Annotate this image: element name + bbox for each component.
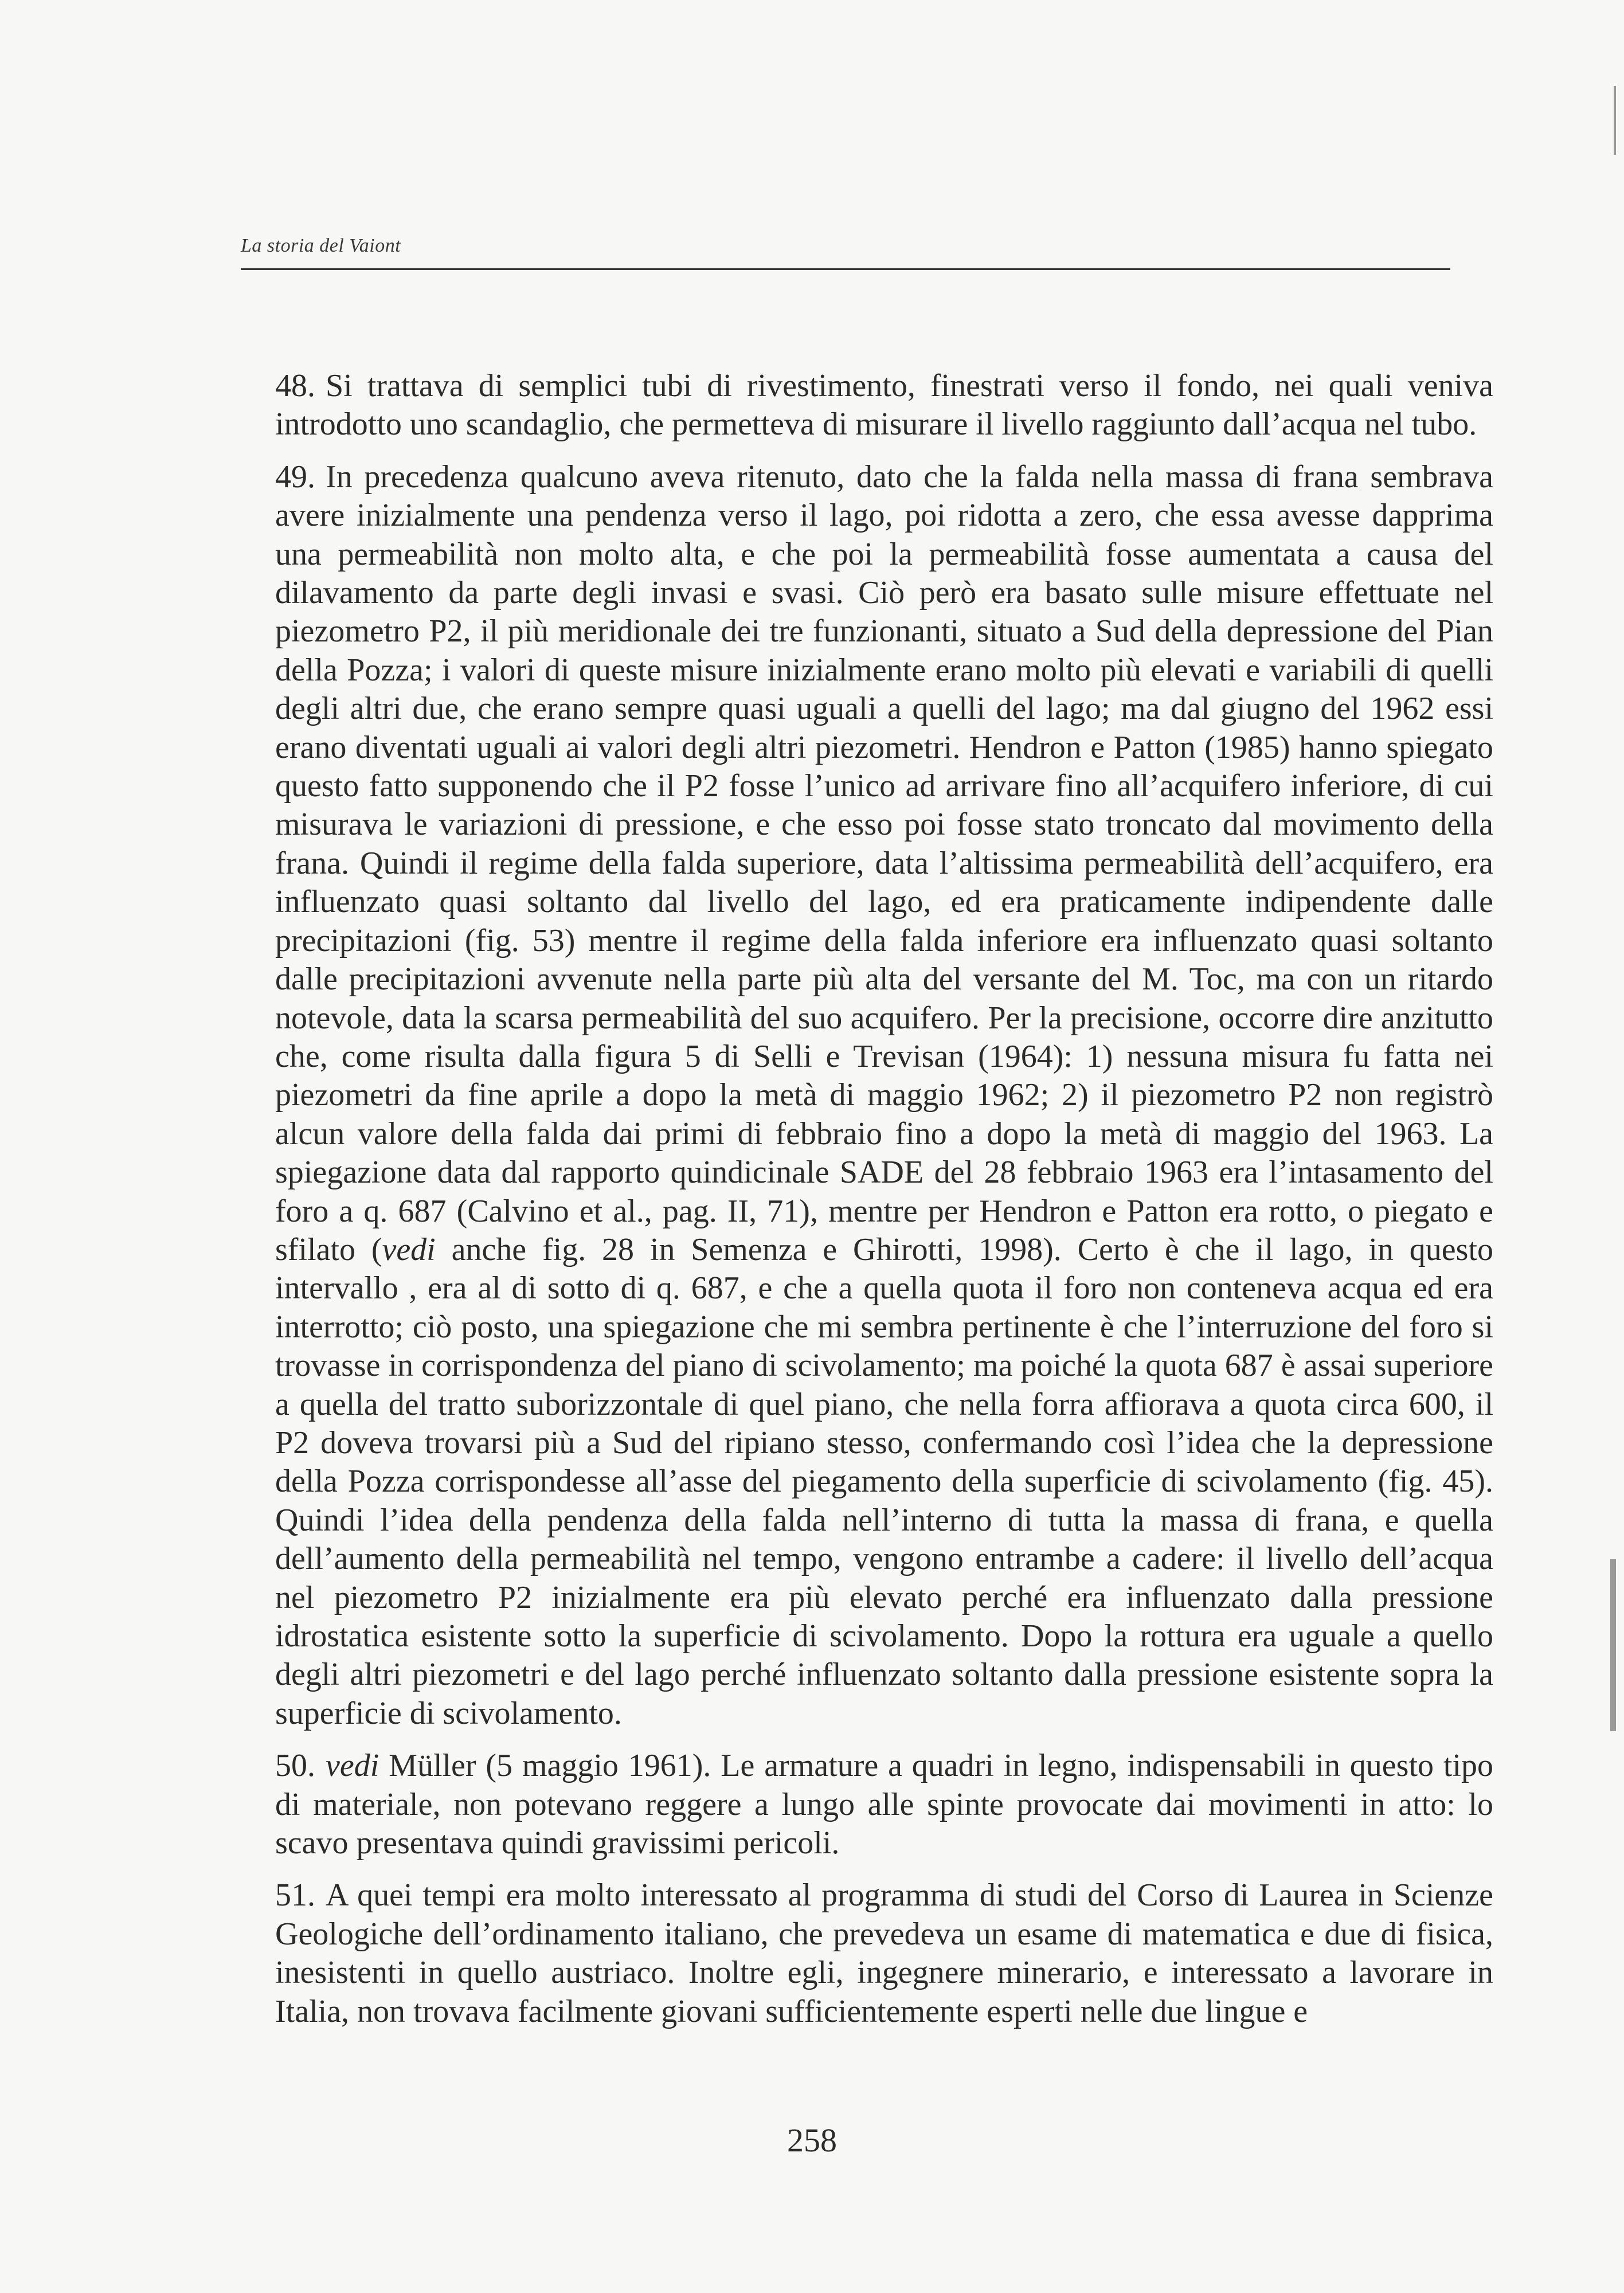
note-50 (275, 1747, 1493, 1862)
note-text: Si trattava di semplici tubi di rivestimento, finestrati verso il fondo, nei quali veniva introdotto uno scandaglio, che permetteva di misurare il livello raggiunto dall’acqua nel tubo. (275, 368, 1493, 443)
note-49 (275, 458, 1493, 1733)
note-italic-word: vedi (326, 1748, 379, 1784)
endnotes (275, 367, 1493, 2045)
scan-edge-mark (1610, 1559, 1616, 1731)
note-number: 50. (275, 1748, 315, 1784)
running-header: La storia del Vaiont (241, 235, 401, 256)
header-rule (241, 268, 1450, 270)
note-text: A quei tempi era molto interessato al programma di studi del Corso di Laurea in Scienze Geologiche dell’ordinamento italiano, che prevedeva un esame di matematica e due di fisica, inesistenti in quello austriaco. Inoltre egli, ingegnere minerario, e interessato a lavorare in Italia, non trovava facilmente giovani sufficientemente esperti nelle due lingue e (275, 1877, 1493, 2029)
note-text-continued: anche fig. 28 in Semenza e Ghirotti, 1998). Certo è che il lago, in questo intervallo , era al di sotto di q. 687, e che a quella quota il foro non conteneva acqua ed era interrotto; ciò posto, una spiegazione che mi sembra pertinente è che l’interruzione del foro si trovasse in corrispondenza del piano di scivolamento; ma poiché la quota 687 è assai superiore a quella del tratto suborizzontale di quel piano, che nella forra affiorava a quota circa 600, il P2 doveva trovarsi più a Sud del ripiano stesso, confermando così l’idea che la depressione della Pozza corrispondesse all’asse del piegamento della superficie di scivolamento (fig. 45). Quindi l’idea della pendenza della falda nell’interno di tutta la massa di frana, e quella dell’aumento della permeabilità nel tempo, vengono entrambe a cadere: il livello dell’acqua nel piezometro P2 inizialmente era più elevato perché era influenzato dalla pressione idrostatica esistente sotto la superficie di scivolamento. Dopo la rottura era uguale a quello degli altri piezometri e del lago perché influenzato soltanto dalla pressione esistente sopra la superficie di scivolamento. (275, 1231, 1493, 1731)
note-italic-word: vedi (382, 1231, 436, 1267)
note-number: 51. (275, 1877, 315, 1914)
note-number: 49. (275, 459, 315, 495)
note-51 (275, 1876, 1493, 2031)
note-number: 48. (275, 368, 315, 404)
note-text: Müller (5 maggio 1961). Le armature a quadri in legno, indispensabili in questo tipo di materiale, non potevano reggere a lungo alle spinte provocate dai movimenti in atto: lo scavo presentava quindi gravissimi pericoli. (275, 1748, 1493, 1861)
page-number: 258 (787, 2122, 837, 2159)
scan-edge-mark (1614, 86, 1616, 155)
note-48 (275, 367, 1493, 444)
note-text: In precedenza qualcuno aveva ritenuto, dato che la falda nella massa di frana sembrava avere inizialmente una pendenza verso il lago, poi ridotta a zero, che essa avesse dapprima una permeabilità non molto alta, e che poi la permeabilità fosse aumentata a causa del dilavamento da parte degli invasi e svasi. Ciò però era basato sulle misure effettuate nel piezometro P2, il più meridionale dei tre funzionanti, situato a Sud della depressione del Pian della Pozza; i valori di queste misure inizialmente erano molto più elevati e variabili di quelli degli altri due, che erano sempre quasi uguali a quelli del lago; ma dal giugno del 1962 essi erano diventati uguali ai valori degli altri piezometri. Hendron e Patton (1985) hanno spiegato questo fatto supponendo che il P2 fosse l’unico ad arrivare fino all’acquifero inferiore, di cui misurava le variazioni di pressione, e che esso poi fosse stato troncato dal movimento della frana. Quindi il regime della falda superiore, data l’altissima permeabilità dell’acquifero, era influenzato quasi soltanto dal livello del lago, ed era praticamente indipendente dalle precipitazioni (fig. 53) mentre il regime della falda inferiore era influenzato quasi soltanto dalle precipitazioni avvenute nella parte più alta del versante del M. Toc, ma con un ritardo notevole, data la scarsa permeabilità del suo acquifero. Per la precisione, occorre dire anzitutto che, come risulta dalla figura 5 di Selli e Trevisan (1964): 1) nessuna misura fu fatta nei piezometri da fine aprile a dopo la metà di maggio 1962; 2) il piezometro P2 non registrò alcun valore della falda dai primi di febbraio fino a dopo la metà di maggio del 1963. La spiegazione data dal rapporto quindicinale SADE del 28 febbraio 1963 era l’intasamento del foro a q. 687 (Calvino et al., pag. II, 71), mentre per Hendron e Patton era rotto, o piegato e sfilato ( (275, 459, 1493, 1267)
